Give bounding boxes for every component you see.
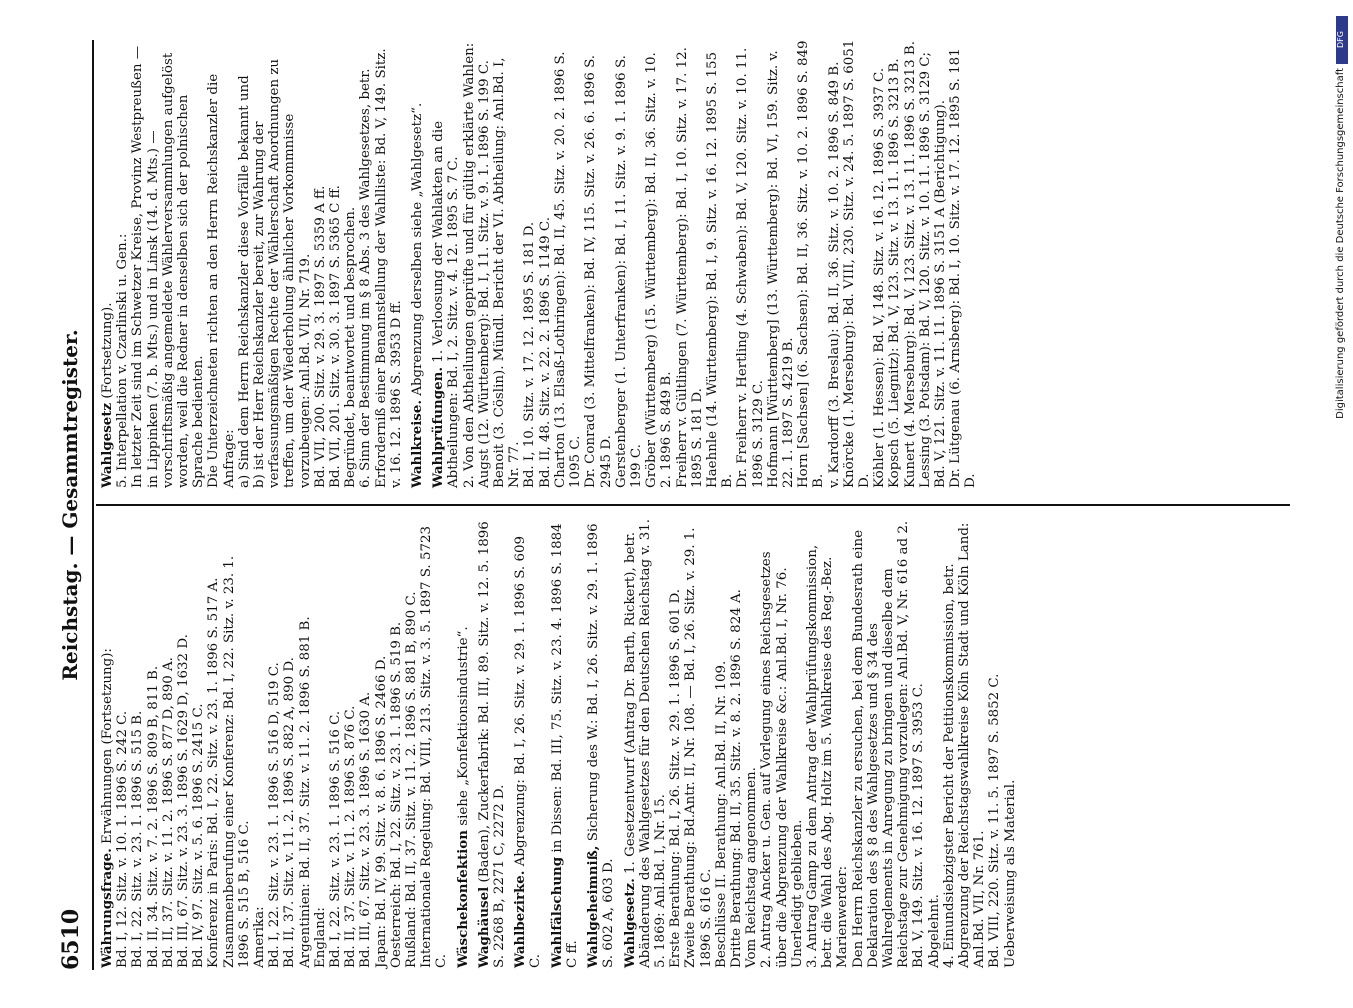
entry-keyword: Wahlgesetz xyxy=(99,402,115,488)
entry-line: v. Kardorff (3. Breslau): Bd. II, 36. Sitz. v. 10. 2. 1896 S. 849 B. xyxy=(826,61,842,488)
entry-line: Vom Reichstag angenommen. xyxy=(744,767,760,968)
entry-line: Abgrenzung derselben siehe „Wahlgesetz“. xyxy=(410,102,426,396)
entry-line: Dritte Berathung: Bd. II, 35. Sitz. v. 8. 2. 1896 S. 824 A. xyxy=(728,589,744,968)
entry-line: Rußland: Bd. II, 37. Sitz. v. 11. 2. 1896 S. 881 B, 890 C. xyxy=(404,591,420,968)
entry-line: 5. Interpellation v. Czarlinski u. Gen.: xyxy=(115,233,131,488)
right-column xyxy=(100,38,985,488)
page-number: 6510 xyxy=(58,908,84,970)
entry-line: Knörcke (1. Merseburg): Bd. VIII, 230. Sitz. v. 24. 5. 1897 S. 6051 D. xyxy=(841,39,872,488)
index-entry xyxy=(586,518,616,968)
entry-line: 3. Antrag Gamp zu dem Antrag der Wahlprüfungskommission, betr. die Wahl des Abg. Holtz im 5. Wahlkreise des Reg.-Bez. Marienwerder: xyxy=(804,544,851,968)
entry-line: Bd. VII, 200. Sitz. v. 29. 3. 1897 S. 5359 A ff. xyxy=(312,185,328,488)
entry-line: Augst (12. Württemberg): Bd. I, 11. Sitz. v. 9. 1. 1896 S. 199 C. xyxy=(476,60,492,488)
entry-line: (Fortsetzung). xyxy=(100,302,115,399)
entry-keyword: Wahlprüfungen. xyxy=(430,366,447,488)
entry-line: 1. Verloosung der Wahlakten an die Abtheilungen: Bd. I, 2. Sitz. v. 4. 12. 1895 S. 7 C. xyxy=(431,120,462,488)
entry-line: Sicherung des W.: Bd. I, 26. Sitz. v. 29. 1. 1896 S. 602 A, 603 D. xyxy=(586,523,617,968)
index-entry xyxy=(431,38,978,488)
entry-line: Hofmann [Württemberg] (13. Württemberg): Bd. VI, 159. Sitz. v. 22. 1. 1897 S. 4219 B. xyxy=(765,50,796,488)
entry-line: Kunert (4. Merseburg): Bd. V, 123. Sitz. v. 13. 11. 1896 S. 3213 B. xyxy=(902,41,918,488)
entry-line: Bd. II, 37. Sitz. v. 11. 2. 1896 S. 882 A, 890 D. xyxy=(282,657,298,968)
entry-line: Ueberweisung als Material. xyxy=(1002,779,1018,968)
entry-line: b) ist der Herr Reichskanzler bereit, zur Wahrung der verfassungsmäßigen Rechte der Wählerschaft Anordnungen zu treffen, um der Wiederholung ähnlicher Vorkommnisse vorzubeugen: Anl.Bd. VII, Nr. 719. xyxy=(252,58,313,488)
entry-keyword: Wahlkreise. xyxy=(409,399,426,488)
index-entry xyxy=(456,518,471,968)
entry-line: Bd. III, 67. Sitz. v. 23. 3. 1896 S. 1630 A. xyxy=(358,691,374,968)
index-entry xyxy=(100,38,404,488)
entry-line: Begründet, beantwortet und besprochen. xyxy=(343,206,359,488)
entry-line: Kopsch (5. Liegnitz): Bd. V, 123. Sitz. v. 13. 11. 1896 S. 3213 B. xyxy=(887,58,903,488)
entry-line: Amerika: xyxy=(252,906,268,968)
entry-line: Beschlüsse II. Berathung: Anl.Bd. II, Nr. 109. xyxy=(713,660,729,968)
entry-line: 6. Sinn der Bestimmung im § 8 Abs. 3 des Wahlgesetzes, betr. Erforderniß einer Benannstellung der Wahlliste: Bd. V, 149. Sitz. v. 16. 12. 1896 S. 3953 D ff. xyxy=(358,48,404,488)
page-title: Reichstag. — Gesammtregister. xyxy=(58,329,82,681)
entry-line: Gerstenberger (1. Unterfranken): Bd. I, 11. Sitz. v. 9. 1. 1896 S. 199 C. xyxy=(613,55,644,488)
entry-line: In letzter Zeit sind im Schwetzer Kreise, Provinz Westpreußen — in Lippinken (7. b. Mts.) und in Linsk (14. d. Mts.) — vorschriftsmäßig angemeldete Wählerversammlungen aufgelöst worden, weil die Redner in denselben sich der polnischen Sprache bedienten. xyxy=(130,45,207,488)
entry-line: Bd. IV, 97. Sitz. v. 5. 6. 1896 S. 2415 C. xyxy=(191,703,207,968)
entry-line: Bd. V, 149. Sitz. v. 16. 12. 1897 S. 3953 C. xyxy=(911,683,927,968)
entry-line: Abgrenzung: Bd. I, 26. Sitz. v. 29. 1. 1896 S. 609 C. xyxy=(513,535,544,968)
credit-text: Digitalisierung gefördert durch die Deutsche Forschungsgemeinschaft xyxy=(1335,68,1346,419)
entry-keyword: Wahlbezirke. xyxy=(512,870,529,968)
entry-line: Zusammenberufung einer Konferenz: Bd. I, 22. Sitz. v. 23. 1. 1896 S. 515 B, 516 C. xyxy=(221,555,252,968)
entry-line: Bd. I, 22. Sitz. v. 23. 1. 1896 S. 516 C. xyxy=(328,710,344,968)
entry-line: Bd. VIII, 220. Sitz. v. 11. 5. 1897 S. 5852 C. xyxy=(987,673,1003,968)
index-entry xyxy=(477,518,507,968)
entry-line: (Baden), Zuckerfabrik: Bd. III, 89. Sitz. v. 12. 5. 1896 S. 2268 B, 2271 C, 2272 D. xyxy=(476,521,508,968)
page-header xyxy=(58,40,88,970)
left-column xyxy=(100,518,1024,968)
entry-line: Dr. Lütgenau (6. Arnsberg): Bd. I, 10. Sitz. v. 17. 12. 1895 S. 181 D. xyxy=(948,48,979,488)
entry-line: Bd. I, 22. Sitz. v. 23. 1. 1896 S. 515 B. xyxy=(130,710,146,968)
entry-line: Abgelehnt. xyxy=(926,894,942,968)
column-divider xyxy=(96,504,1290,506)
entry-line: a) Sind dem Herrn Reichskanzler diese Vorfälle bekannt und xyxy=(236,75,252,488)
index-entry xyxy=(100,518,450,968)
entry-line: Bd. II, 37. Sitz. v. 11. 2. 1896 S. 876 C. xyxy=(343,705,359,968)
entry-line: Bd. VII, 201. Sitz. v. 30. 3. 1897 S. 5365 C ff. xyxy=(328,185,344,488)
entry-line: Argentinien: Bd. II, 37. Sitz. v. 11. 2. 1896 S. 881 B. xyxy=(297,616,313,968)
index-entry xyxy=(410,38,425,488)
entry-line: Bd. III, 67. Sitz. v. 23. 3. 1896 S. 1629 D, 1632 D. xyxy=(176,634,192,968)
entry-line: Die Unterzeichneten richten an den Herrn Reichskanzler die Anfrage: xyxy=(206,73,237,488)
entry-line: Konferenz in Paris: Bd. I, 22. Sitz. v. 23. 1. 1896 S. 517 A. xyxy=(206,577,222,968)
entry-line: siehe „Konfektionsindustrie“. xyxy=(455,626,471,826)
entry-line: Benoit (3. Cöslin). Mündl. Bericht der VI. Abtheilung: Anl.Bd. I, Nr. 77. xyxy=(492,57,523,488)
index-entry xyxy=(623,518,1018,968)
entry-line: Dr. Freiherr v. Hertling (4. Schwaben): Bd. V, 120. Sitz. v. 10. 11. 1896 S. 3129 C. xyxy=(735,47,766,488)
entry-keyword: Waghäusel xyxy=(475,886,492,968)
dfg-logo: DFG xyxy=(1336,16,1348,64)
entry-line: 2. Von den Abtheilungen geprüfte und für gültig erklärte Wahlen: xyxy=(461,42,477,488)
entry-line: Unerledigt geblieben. xyxy=(789,819,805,968)
entry-line: Bd. II, 34. Sitz. v. 7. 2. 1896 S. 809 B, 811 B. xyxy=(145,665,161,968)
entry-line: Zweite Berathung: Bd.Antr. II, Nr. 108. — Bd. I, 26. Sitz. v. 29. 1. 1896 S. 616 C. xyxy=(683,527,714,968)
entry-line: Erwähnungen (Fortsetzung): xyxy=(100,648,115,844)
entry-keyword: Wäschekonfektion xyxy=(454,830,471,968)
entry-line: Oesterreich: Bd. I, 22. Sitz. v. 23. 1. 1896 S. 519 B. xyxy=(388,621,404,968)
entry-line: Bd. II, 37. Sitz. v. 11. 2. 1896 S. 877 D, 890 A. xyxy=(160,657,176,968)
entry-line: Bd. I, 12. Sitz. v. 10. 1. 1896 S. 242 C. xyxy=(115,710,131,968)
entry-line: Lessing (3. Potsdam): Bd. V, 120. Sitz. v. 10. 11. 1896 S. 3129 C; Bd. V, 121. Sitz. v. 11. 11. 1896 S. 3151 A (Berichtigung). xyxy=(917,51,948,488)
entry-line: Charton (13. Elsaß-Lothringen): Bd. II, 45. Sitz. v. 20. 2. 1896 S. 1095 C. xyxy=(552,51,584,488)
entry-line: Gröber (Württemberg) (15. Württemberg): Bd. II, 36. Sitz. v. 10. 2. 1896 S. 849 B. xyxy=(644,52,675,488)
entry-line: Dr. Conrad (3. Mittelfranken): Bd. IV, 115. Sitz. v. 26. 6. 1896 S. 2945 D. xyxy=(583,54,614,488)
entry-keyword: Wahlfälschung xyxy=(548,856,565,968)
entry-line: Horn [Sachsen] (6. Sachsen): Bd. II, 36. Sitz. v. 10. 2. 1896 S. 849 B. xyxy=(796,40,827,488)
entry-keyword: Währungsfrage. xyxy=(99,848,115,968)
index-entry xyxy=(513,518,543,968)
entry-line: 2. Antrag Ancker u. Gen. auf Vorlegung eines Reichsgesetzes über die Abgrenzung der Wahlkreise &c.: Anl.Bd. I, Nr. 76. xyxy=(759,551,790,968)
credit-strip xyxy=(1335,8,1351,1008)
entry-line: 1. Gesetzentwurf (Antrag Dr. Barth, Rickert), betr. Abänderung des Wahlgesetzes für den Deutschen Reichstag v. 31. 5. 1869: Anl.Bd. I, Nr. 15. xyxy=(622,518,668,968)
entry-line: 4. Einundsiebzigster Bericht der Petitionskommission, betr. Abgrenzung der Reichstagswahlkreise Köln Stadt und Köln Land: Anl.Bd. VII, Nr. 761. xyxy=(941,522,988,968)
entry-line: Bd. I, 22. Sitz. v. 23. 1. 1896 S. 516 D, 519 C. xyxy=(267,662,283,968)
header-rule xyxy=(92,40,94,970)
entry-line: Den Herrn Reichskanzler zu ersuchen, bei dem Bundesrath eine Deklaration des § 8 des Wahlgesetzes und § 34 des Wahlreglements in Anregung zu bringen und dieselbe dem Reichstage zur Genehmigung vorzulegen: Anl.Bd. V, Nr. 616 ad 2. xyxy=(850,520,912,968)
entry-line: Internationale Regelung: Bd. VIII, 213. Sitz. v. 3. 5. 1897 S. 5723 C. xyxy=(419,525,450,968)
entry-line: Erste Berathung: Bd. I, 26. Sitz. v. 29. 1. 1896 S. 601 D. xyxy=(668,589,684,968)
entry-line: Haehnle (14. Württemberg): Bd. I, 9. Sitz. v. 16. 12. 1895 S. 155 B. xyxy=(704,51,736,488)
entry-line: Köhler (1. Hessen): Bd. V, 148. Sitz. v. 16. 12. 1896 S. 3937 C. xyxy=(872,67,888,488)
entry-line: Freiherr v. Gültlingen (7. Württemberg): Bd. I, 10. Sitz. v. 17. 12. 1895 S. 181 D. xyxy=(674,47,705,488)
entry-line: Bd. I, 10. Sitz. v. 17. 12. 1895 S. 181 D. xyxy=(522,221,538,488)
entry-line: Japan: Bd. IV, 99. Sitz. v. 8. 6. 1896 S. 2466 D. xyxy=(373,655,389,968)
entry-keyword: Wahlgesetz. xyxy=(621,878,638,968)
entry-line: in Dissen: Bd. III, 75. Sitz. v. 23. 4. 1896 S. 1884 C ff. xyxy=(549,523,580,968)
entry-line: England: xyxy=(312,907,328,968)
index-entry xyxy=(550,518,580,968)
entry-line: Bd. II, 48. Sitz. v. 22. 2. 1896 S. 1149 C. xyxy=(537,217,553,488)
entry-keyword: Wahlgeheimniß, xyxy=(585,845,602,968)
